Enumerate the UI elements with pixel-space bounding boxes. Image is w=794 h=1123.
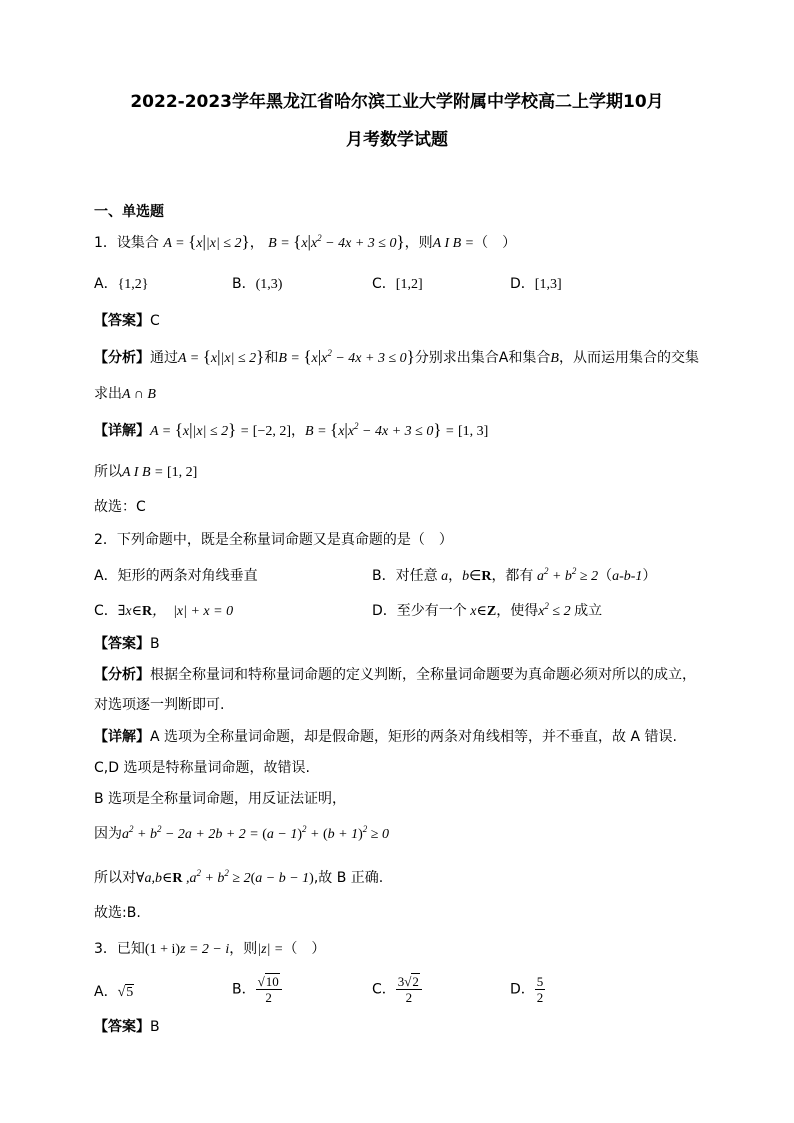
q2-detail-so: 所以对∀a,b∈R $,a^2 + b^2 \ge 2(a - b - 1)$,故 B 正确.	[94, 868, 384, 886]
section-heading: 一、单选题	[94, 204, 164, 220]
q1-analysis-line2: 求出A ∩ B	[94, 386, 156, 402]
q2-option-c: C．∃x∈R， |x| + x = 0	[94, 603, 234, 619]
q2-choose: 故选:B.	[94, 905, 141, 921]
q1-stem-text-c: ，则	[404, 235, 433, 251]
q2-detail-2: C,D 选项是特称量词命题，故错误.	[94, 760, 310, 776]
q1-option-d: D．[1,3]	[510, 276, 562, 292]
q2-analysis-line2: 对选项逐一判断即可.	[94, 697, 225, 713]
q2-detail-3: B 选项是全称量词命题，用反证法证明，	[94, 791, 347, 807]
q2-option-a: A．矩形的两条对角线垂直	[94, 568, 258, 584]
q1-analysis: 【分析】通过A = {x||x| ≤ 2}和$B = \{x|x^2 - 4x + 3 \le 0\}$分别求出集合A和集合B，从而运用集合的交集	[94, 347, 699, 366]
q1-answer: 【答案】C	[94, 313, 160, 329]
q2-analysis: 【分析】根据全称量词和特称量词命题的定义判断，全称量词命题要为真命题必须对所以的成立，	[94, 667, 696, 683]
q1-stem	[94, 232, 516, 254]
q1-detail: 【详解】A = {x||x| ≤ 2} = [−2, 2]，$B = \{x|x^2 - 4x + 3 \le 0\} = [1$, 3]	[94, 420, 489, 439]
q2-option-d: D．至少有一个 x∈Z，使得$x^2 \le 2$ 成立	[372, 601, 603, 619]
q1-number: 1．	[94, 235, 117, 251]
q2-option-b: B．对任意 a，b∈R，都有 $a^2 + b^2 \ge 2(a-b-1)$	[372, 566, 657, 584]
q2-stem: 2．下列命题中，既是全称量词命题又是真命题的是（ ）	[94, 532, 453, 548]
q1-conclusion: 所以A I B = [1, 2]	[94, 464, 198, 480]
q1-stem-text-d: （ ）	[474, 235, 517, 251]
q1-set-a-expr: A = {x||x| ≤ 2}	[163, 232, 250, 251]
q1-intersection-expr: A I B =	[432, 236, 475, 251]
q1-set-b-expr: $B = \{x|x^2 - 4x + 3 \le 0\}$	[268, 232, 405, 251]
q3-option-c: C． $\frac{3√2}{2}$	[372, 974, 422, 1005]
q1-option-a: A．{1,2}	[94, 276, 149, 292]
doc-title-line2: 月考数学试题	[346, 130, 448, 150]
doc-title-line1: 2022-2023学年黑龙江省哈尔滨工业大学附属中学校高二上学期10月	[130, 92, 664, 112]
q3-option-b: B． $\frac{√10}{2}$	[232, 974, 282, 1005]
q1-option-c: C．[1,2]	[372, 276, 423, 292]
q1-stem-text-b: ，	[249, 235, 264, 251]
q2-detail-because: 因为$a^2 + b^2 - 2a + 2b + 2 = (a - 1)^2 + (b + 1)^2 \ge 0$	[94, 824, 389, 842]
q3-answer: 【答案】B	[94, 1019, 160, 1035]
q2-detail-1: 【详解】A 选项为全称量词命题，却是假命题，矩形的两条对角线相等，并不垂直，故 A 错误.	[94, 729, 677, 745]
q3-option-d: D． $\frac{5}{2}$	[510, 974, 544, 1005]
q2-answer: 【答案】B	[94, 636, 160, 652]
q1-stem-text-a: 设集合	[116, 235, 159, 251]
q1-choose: 故选：C	[94, 499, 146, 515]
q3-stem: 3．已知(1 + i)z = 2 − i，则|z| =（ ）	[94, 941, 326, 957]
q3-option-a: A．√5	[94, 984, 134, 1000]
q1-option-b: B．(1,3)	[232, 276, 283, 292]
